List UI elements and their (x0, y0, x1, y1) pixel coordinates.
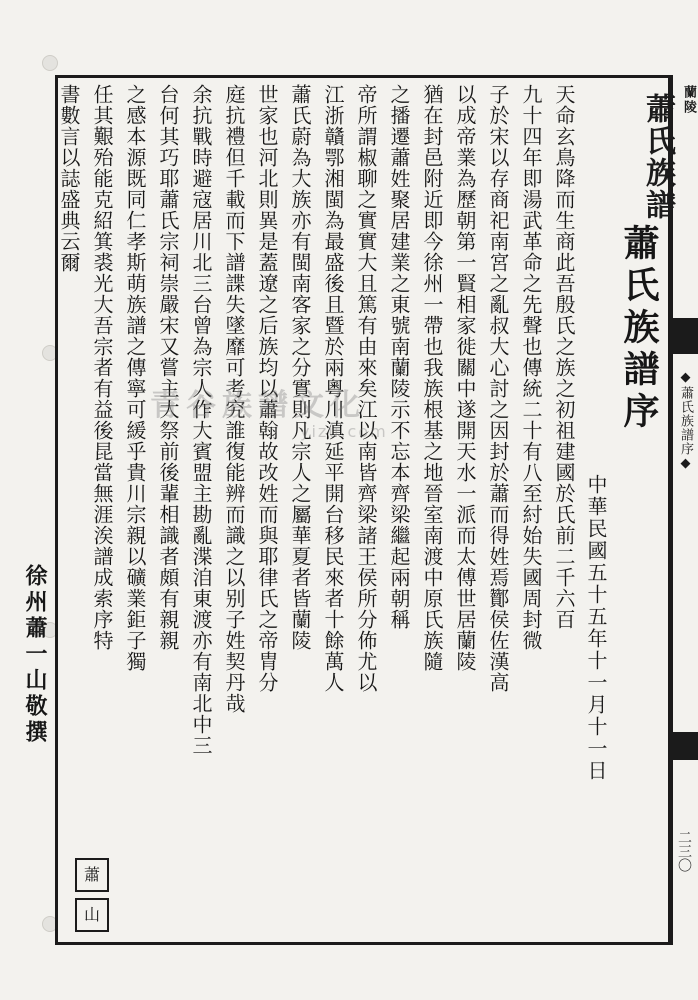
body-column: 九十四年即湯武革命之先聲也傳統二十有八至紂始失國周封微 (519, 84, 543, 651)
book-header (640, 85, 698, 221)
body-column: 任其艱殆能克紹箕裘光大吾宗者有益後昆當無涯涘譜成索序特 (90, 84, 114, 651)
binding-hole (42, 55, 58, 71)
body-column: 台何其巧耶蕭氏宗祠崇嚴宋又嘗主大祭前後輩相識者頗有親親 (156, 84, 180, 651)
header-small: 蘭陵 (681, 85, 696, 115)
black-tab-mark (672, 318, 698, 354)
preface-title: 蕭氏族譜序 (618, 224, 660, 434)
section-label: ◆蕭氏族譜序◆ (678, 370, 693, 472)
body-column: 猶在封邑附近即今徐州一帶也我族根基之地晉室南渡中原氏族隨 (420, 84, 444, 672)
signature: 徐州蕭一山敬撰 (22, 564, 48, 746)
body-column: 以成帝業為歷朝第一賢相家徙關中遂開天水一派而太傅世居蘭陵 (453, 84, 477, 672)
watermark-url: yizu.com (300, 422, 388, 441)
preface-text (22, 84, 666, 936)
preface-date: 中華民國五十五年十一月十一日 (584, 474, 608, 782)
body-column: 余抗戰時避寇居川北三台曾為宗人作大賓盟主勘亂渫洎東渡亦有南北中三 (189, 84, 213, 756)
body-column: 世家也河北則異是蓋遼之后族均以蕭翰故改姓而與耶律氏之帝胄分 (255, 84, 279, 693)
seal-stamp: 蕭 (75, 858, 109, 892)
body-column: 蕭氏蔚為大族亦有閩南客家之分實則凡宗人之屬華夏者皆蘭陵 (288, 84, 312, 651)
black-tab-mark (672, 732, 698, 760)
watermark: 青谷族譜文化 (150, 388, 366, 423)
body-column: 之感本源既同仁孝斯萌族譜之傳寧可緩乎貴川宗親以礦業鉅子獨 (123, 84, 147, 672)
body-column: 帝所謂椒聊之實實大且篤有由來矣江以南皆齊梁諸王侯所分佈尤以 (354, 84, 378, 693)
body-column: 庭抗禮但千載而下譜諜失墜靡可考究誰復能辨而識之以别子姓契丹哉 (222, 84, 246, 714)
body-column: 書數言以誌盛典云爾 (57, 84, 81, 273)
body-column: 子於宋以存商祀南宮之亂叔大心討之因封於蕭而得姓焉酇侯佐漢高 (486, 84, 510, 693)
body-column: 天命玄鳥降而生商此吾殷氏之族之初祖建國於氏前二千六百 (552, 84, 576, 630)
seal-stamp: 山 (75, 898, 109, 932)
body-column: 之播遷蕭姓聚居建業之東號南蘭陵示不忘本齊梁繼起兩朝稱 (387, 84, 411, 630)
header-title: 蕭氏族譜 (640, 93, 675, 221)
page-number: 二三〇 (676, 830, 692, 872)
body-column: 江浙贛鄂湘閩為最盛後且暨於兩粵川滇延平開台移民來者十餘萬人 (321, 84, 345, 693)
